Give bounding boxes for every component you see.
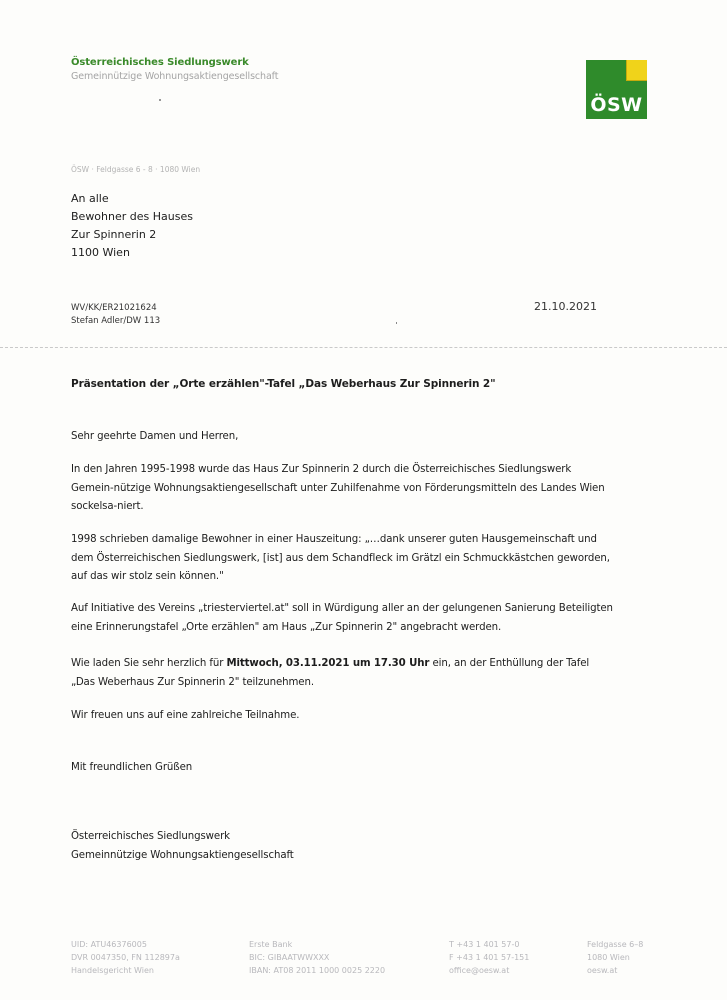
recipient-line: Bewohner des Hauses — [71, 210, 193, 223]
letter-subject: Präsentation der „Orte erzählen"-Tafel „Das Weberhaus Zur Spinnerin 2" — [71, 378, 496, 390]
footer-line: Handelsgericht Wien — [71, 966, 154, 975]
logo-text: ÖSW — [590, 94, 643, 116]
footer-phone: T +43 1 401 57-0 — [449, 940, 520, 949]
body-paragraph: In den Jahren 1995-1998 wurde das Haus Zur Spinnerin 2 durch die Österreichisches Siedlungswerk Gemein-nützige Wohnungsaktiengesellschaft unter Zuhilfenahme von Förderungsmitteln des Landes Wien sockelsa-niert. — [71, 464, 605, 512]
footer-address — [587, 938, 643, 977]
footer-email: office@oesw.at — [449, 966, 510, 975]
logo-yellow-square — [626, 60, 647, 81]
invitation-text: ein, an der Enthüllung der Tafel „Das Weberhaus Zur Spinnerin 2" teilzunehmen. — [71, 658, 590, 688]
body-paragraph: Wir freuen uns auf eine zahlreiche Teilnahme. — [71, 710, 300, 721]
letter-date: 21.10.2021 — [534, 300, 597, 313]
invitation-text: Wie laden Sie sehr herzlich für — [71, 658, 227, 669]
footer-line: Erste Bank — [249, 940, 293, 949]
footer-legal — [71, 938, 180, 977]
scan-speck — [159, 99, 161, 101]
salutation: Sehr geehrte Damen und Herren, — [71, 431, 239, 442]
footer-website: oesw.at — [587, 966, 618, 975]
footer-bank — [249, 938, 385, 977]
body-paragraph: 1998 schrieben damalige Bewohner in einer Hauszeitung: „…dank unserer guten Hausgemeinschaft und dem Österreichischen Siedlungswerk, [ist] aus dem Schandfleck im Grätzl ein Schmuckkästchen geworden, auf das wir stolz sein können." — [71, 534, 610, 582]
event-date-time: Mittwoch, 03.11.2021 um 17.30 Uhr — [226, 658, 430, 669]
osw-logo — [586, 50, 647, 119]
footer-line: BIC: GIBAATWWXXX — [249, 953, 330, 962]
footer-fax: F +43 1 401 57-151 — [449, 953, 530, 962]
body-paragraph: Auf Initiative des Vereins „triesterviertel.at" soll in Würdigung aller an der gelungenen Sanierung Beteiligten eine Erinnerungstafel „Orte erzählen" am Haus „Zur Spinnerin 2" angebracht werden. — [71, 603, 613, 633]
reference-code: WV/KK/ER21021624 — [71, 303, 157, 313]
recipient-line: 1100 Wien — [71, 246, 130, 259]
organization-subtitle: Gemeinnützige Wohnungsaktiengesellschaft — [71, 71, 279, 82]
scan-speck — [396, 322, 397, 324]
footer-line: Feldgasse 6–8 — [587, 940, 644, 949]
footer-line: DVR 0047350, FN 112897a — [71, 953, 180, 962]
footer-line: IBAN: AT08 2011 1000 0025 2220 — [249, 966, 386, 975]
invitation-paragraph — [71, 655, 616, 692]
reference-block — [71, 302, 160, 328]
footer-contact — [449, 938, 529, 977]
footer-line: UID: ATU46376005 — [71, 940, 147, 949]
recipient-line: An alle — [71, 192, 109, 205]
recipient-line: Zur Spinnerin 2 — [71, 228, 157, 241]
signature-line: Gemeinnützige Wohnungsaktiengesellschaft — [71, 849, 294, 861]
signature-block — [71, 828, 616, 865]
footer-line: 1080 Wien — [587, 953, 630, 962]
closing: Mit freundlichen Grüßen — [71, 762, 193, 773]
reference-contact: Stefan Adler/DW 113 — [71, 316, 161, 326]
organization-name: Österreichisches Siedlungswerk — [71, 57, 249, 68]
fold-line — [0, 347, 727, 348]
signature-line: Österreichisches Siedlungswerk — [71, 831, 230, 842]
sender-return-address: ÖSW · Feldgasse 6 - 8 · 1080 Wien — [71, 165, 201, 174]
recipient-address — [71, 190, 193, 262]
